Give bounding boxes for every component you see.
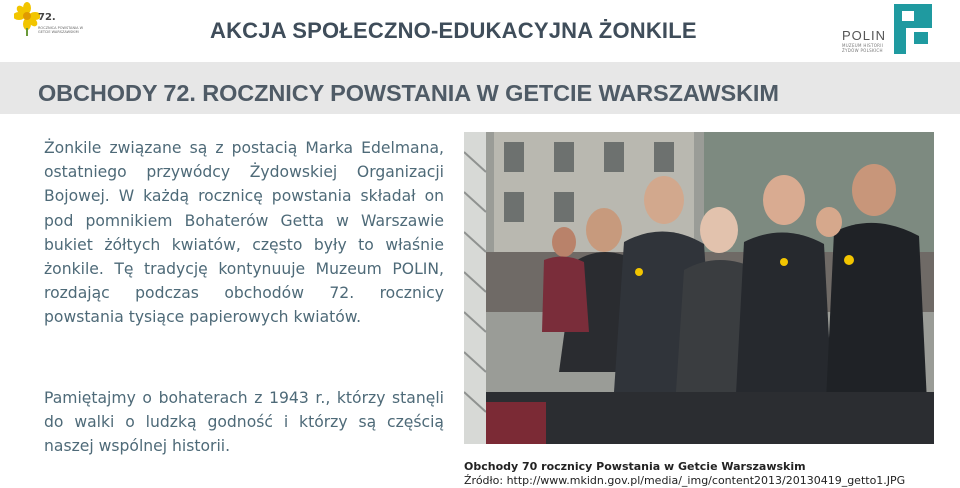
photo-caption: [464, 459, 934, 488]
caption-title: Obchody 70 rocznicy Powstania w Getcie Warszawskim: [464, 460, 806, 473]
polin-logo: [842, 4, 934, 56]
ceremony-photo-illustration: [464, 132, 934, 444]
intro-paragraph: Żonkile związane są z postacią Marka Edelmana, ostatniego przywódcy Żydowskiej Organizacji Bojowej. W każdą rocznicę powstania składał on pod pomnikiem Bohaterów Getta w Warszawie bukiet żółtych kwiatów, często były to właśnie żonkile. Tę tradycję kontynuuje Muzeum POLIN, rozdając podczas obchodów 72. rocznicy powstania tysiące papierowych kwiatów.: [44, 139, 444, 327]
polin-subtitle: MUZEUM HISTORII ŻYDÓW POLSKICH: [842, 43, 884, 53]
polin-wordmark: POLIN: [842, 28, 887, 43]
page-title: AKCJA SPOŁECZNO-EDUKACYJNA ŻONKILE: [210, 18, 697, 43]
title-banner: [0, 62, 960, 114]
zonkile-72-logo: [14, 2, 84, 48]
closing-paragraph: Pamiętajmy o bohaterach z 1943 r., którzy stanęli do walki o ludzką godność i którzy są częścią naszej wspólnej historii.: [44, 389, 444, 456]
logo-number: 72.: [38, 12, 56, 23]
ceremony-photo: [464, 132, 934, 444]
polin-mark-icon: [894, 4, 932, 54]
page-header: [0, 0, 960, 62]
daffodil-icon: [14, 2, 40, 36]
banner-title: OBCHODY 72. ROCZNICY POWSTANIA W GETCIE WARSZAWSKIM: [38, 80, 779, 106]
caption-source: Źródło: http://www.mkidn.gov.pl/media/_img/content2013/20130419_getto1.JPG: [464, 474, 906, 487]
logo-subtitle: ROCZNICA POWSTANIA W GETCIE WARSZAWSKIM: [38, 26, 84, 34]
